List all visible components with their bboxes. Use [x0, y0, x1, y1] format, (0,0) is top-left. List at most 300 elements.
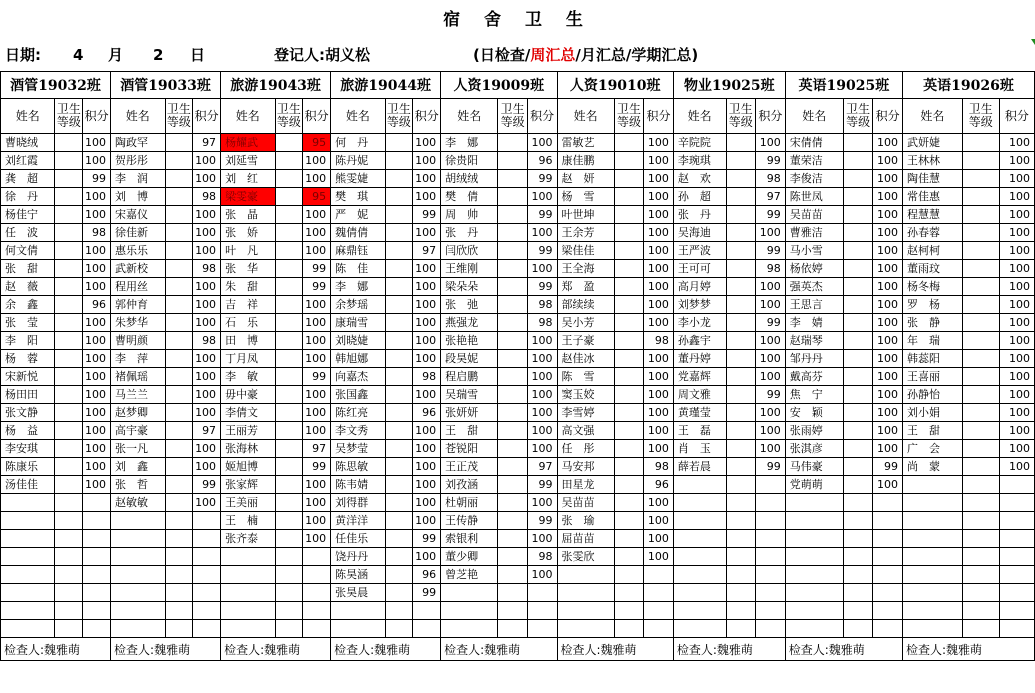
student-name-cell[interactable]: 张 丹 [441, 224, 498, 242]
student-name-cell[interactable]: 陈昊涵 [331, 566, 385, 584]
student-name-cell[interactable]: 张家辉 [221, 476, 275, 494]
grade-cell[interactable] [962, 584, 999, 602]
grade-cell[interactable] [843, 260, 873, 278]
score-cell[interactable] [756, 548, 786, 566]
grade-cell[interactable] [962, 368, 999, 386]
grade-cell[interactable] [385, 620, 413, 638]
student-name-cell[interactable]: 魏倩倩 [331, 224, 385, 242]
score-cell[interactable]: 98 [527, 548, 557, 566]
student-name-cell[interactable]: 徐 丹 [1, 188, 55, 206]
grade-cell[interactable] [843, 206, 873, 224]
grade-cell[interactable] [962, 494, 999, 512]
student-name-cell[interactable]: 部续续 [557, 296, 614, 314]
checker-cell[interactable]: 检查人:魏雅萌 [221, 638, 331, 661]
student-name-cell[interactable]: 田 博 [221, 332, 275, 350]
student-name-cell[interactable]: 王余芳 [557, 224, 614, 242]
student-name-cell[interactable] [557, 620, 614, 638]
name-column-header[interactable]: 姓名 [1, 99, 55, 134]
score-cell[interactable]: 100 [999, 440, 1034, 458]
score-cell[interactable] [193, 620, 221, 638]
student-name-cell[interactable]: 党萌萌 [785, 476, 843, 494]
checker-cell[interactable]: 检查人:魏雅萌 [673, 638, 785, 661]
score-cell[interactable]: 99 [873, 458, 903, 476]
grade-cell[interactable] [843, 458, 873, 476]
student-name-cell[interactable] [673, 602, 726, 620]
score-cell[interactable] [999, 584, 1034, 602]
student-name-cell[interactable] [785, 494, 843, 512]
score-cell[interactable]: 100 [303, 206, 331, 224]
grade-cell[interactable] [962, 350, 999, 368]
student-name-cell[interactable]: 李倩文 [221, 404, 275, 422]
score-cell[interactable]: 100 [303, 296, 331, 314]
grade-cell[interactable] [498, 494, 528, 512]
score-cell[interactable]: 100 [756, 440, 786, 458]
student-name-cell[interactable]: 李小龙 [673, 314, 726, 332]
student-name-cell[interactable] [111, 548, 165, 566]
score-cell[interactable]: 100 [873, 260, 903, 278]
grade-cell[interactable] [726, 260, 756, 278]
score-cell[interactable] [999, 620, 1034, 638]
grade-cell[interactable] [962, 566, 999, 584]
grade-cell[interactable] [614, 350, 644, 368]
grade-column-header[interactable]: 卫生 等级 [498, 99, 528, 134]
student-name-cell[interactable]: 陶政罕 [111, 134, 165, 152]
grade-cell[interactable] [385, 440, 413, 458]
student-name-cell[interactable]: 李琬琪 [673, 152, 726, 170]
score-cell[interactable]: 100 [644, 530, 674, 548]
grade-cell[interactable] [498, 422, 528, 440]
score-cell[interactable]: 100 [873, 386, 903, 404]
grade-column-header[interactable]: 卫生 等级 [55, 99, 83, 134]
student-name-cell[interactable]: 常佳惠 [903, 188, 963, 206]
score-cell[interactable] [756, 584, 786, 602]
score-cell[interactable]: 100 [873, 404, 903, 422]
grade-cell[interactable] [385, 242, 413, 260]
student-name-cell[interactable]: 广 会 [903, 440, 963, 458]
score-cell[interactable]: 98 [527, 296, 557, 314]
student-name-cell[interactable] [1, 530, 55, 548]
score-cell[interactable] [999, 530, 1034, 548]
student-name-cell[interactable]: 张 华 [221, 260, 275, 278]
student-name-cell[interactable]: 孙春蓉 [903, 224, 963, 242]
grade-cell[interactable] [498, 260, 528, 278]
student-name-cell[interactable]: 赵瑞琴 [785, 332, 843, 350]
grade-cell[interactable] [614, 170, 644, 188]
student-name-cell[interactable]: 陈世凤 [785, 188, 843, 206]
score-cell[interactable]: 100 [873, 476, 903, 494]
grade-cell[interactable] [55, 350, 83, 368]
score-cell[interactable]: 100 [303, 350, 331, 368]
student-name-cell[interactable] [111, 566, 165, 584]
score-cell[interactable] [999, 494, 1034, 512]
student-name-cell[interactable]: 龚 超 [1, 170, 55, 188]
checker-cell[interactable]: 检查人:魏雅萌 [331, 638, 441, 661]
grade-cell[interactable] [843, 476, 873, 494]
grade-cell[interactable] [385, 134, 413, 152]
student-name-cell[interactable] [1, 548, 55, 566]
student-name-cell[interactable]: 董少卿 [441, 548, 498, 566]
grade-cell[interactable] [385, 278, 413, 296]
score-cell[interactable]: 100 [193, 170, 221, 188]
student-name-cell[interactable]: 索银利 [441, 530, 498, 548]
grade-cell[interactable] [614, 548, 644, 566]
grade-cell[interactable] [614, 512, 644, 530]
grade-cell[interactable] [962, 314, 999, 332]
score-cell[interactable]: 100 [999, 404, 1034, 422]
student-name-cell[interactable]: 张 甜 [1, 260, 55, 278]
grade-cell[interactable] [962, 152, 999, 170]
grade-cell[interactable] [962, 224, 999, 242]
score-cell[interactable]: 98 [193, 260, 221, 278]
score-cell[interactable]: 100 [83, 188, 111, 206]
student-name-cell[interactable] [785, 602, 843, 620]
student-name-cell[interactable] [111, 620, 165, 638]
grade-cell[interactable] [726, 530, 756, 548]
score-cell[interactable] [303, 566, 331, 584]
grade-cell[interactable] [962, 512, 999, 530]
grade-cell[interactable] [962, 134, 999, 152]
score-cell[interactable]: 96 [83, 296, 111, 314]
grade-cell[interactable] [843, 494, 873, 512]
grade-cell[interactable] [498, 368, 528, 386]
grade-cell[interactable] [385, 314, 413, 332]
score-cell[interactable]: 96 [413, 566, 441, 584]
student-name-cell[interactable]: 李 娜 [331, 278, 385, 296]
student-name-cell[interactable]: 刘得群 [331, 494, 385, 512]
student-name-cell[interactable] [331, 602, 385, 620]
grade-cell[interactable] [614, 584, 644, 602]
score-cell[interactable] [83, 584, 111, 602]
student-name-cell[interactable]: 马兰兰 [111, 386, 165, 404]
student-name-cell[interactable]: 张 晶 [221, 206, 275, 224]
grade-cell[interactable] [843, 584, 873, 602]
student-name-cell[interactable]: 王 磊 [673, 422, 726, 440]
student-name-cell[interactable]: 吴瑞雪 [441, 386, 498, 404]
student-name-cell[interactable] [441, 584, 498, 602]
student-name-cell[interactable]: 姬旭博 [221, 458, 275, 476]
score-cell[interactable]: 100 [413, 278, 441, 296]
grade-cell[interactable] [165, 224, 193, 242]
score-cell[interactable] [413, 602, 441, 620]
score-cell[interactable]: 97 [303, 440, 331, 458]
student-name-cell[interactable]: 邹丹丹 [785, 350, 843, 368]
score-cell[interactable]: 100 [527, 404, 557, 422]
score-cell[interactable]: 98 [193, 332, 221, 350]
student-name-cell[interactable]: 马伟豪 [785, 458, 843, 476]
grade-cell[interactable] [165, 314, 193, 332]
grade-cell[interactable] [726, 170, 756, 188]
grade-cell[interactable] [55, 566, 83, 584]
score-cell[interactable]: 100 [193, 440, 221, 458]
score-cell[interactable]: 98 [756, 260, 786, 278]
grade-cell[interactable] [843, 404, 873, 422]
score-cell[interactable]: 100 [999, 260, 1034, 278]
score-cell[interactable]: 99 [413, 206, 441, 224]
student-name-cell[interactable]: 程慧慧 [903, 206, 963, 224]
student-name-cell[interactable]: 杨冬梅 [903, 278, 963, 296]
score-cell[interactable]: 100 [413, 170, 441, 188]
score-cell[interactable] [193, 584, 221, 602]
score-cell[interactable]: 100 [83, 422, 111, 440]
grade-cell[interactable] [498, 458, 528, 476]
score-cell[interactable] [756, 512, 786, 530]
score-cell[interactable]: 100 [527, 494, 557, 512]
name-column-header[interactable]: 姓名 [331, 99, 385, 134]
student-name-cell[interactable]: 王思言 [785, 296, 843, 314]
score-cell[interactable] [873, 494, 903, 512]
student-name-cell[interactable]: 张昊晨 [331, 584, 385, 602]
score-cell[interactable]: 100 [413, 152, 441, 170]
score-cell[interactable] [193, 530, 221, 548]
student-name-cell[interactable] [903, 530, 963, 548]
grade-cell[interactable] [726, 404, 756, 422]
student-name-cell[interactable]: 叶 凡 [221, 242, 275, 260]
score-cell[interactable]: 100 [999, 458, 1034, 476]
grade-cell[interactable] [55, 206, 83, 224]
student-name-cell[interactable]: 陈韦婧 [331, 476, 385, 494]
score-cell[interactable]: 100 [756, 224, 786, 242]
score-cell[interactable] [83, 548, 111, 566]
score-cell[interactable]: 99 [303, 278, 331, 296]
score-cell[interactable]: 100 [527, 566, 557, 584]
score-cell[interactable]: 100 [303, 476, 331, 494]
score-cell[interactable]: 100 [873, 278, 903, 296]
score-cell[interactable] [193, 548, 221, 566]
grade-cell[interactable] [165, 494, 193, 512]
grade-cell[interactable] [385, 512, 413, 530]
student-name-cell[interactable] [785, 548, 843, 566]
student-name-cell[interactable]: 梁朵朵 [441, 278, 498, 296]
grade-cell[interactable] [498, 584, 528, 602]
student-name-cell[interactable]: 张艳艳 [441, 332, 498, 350]
score-cell[interactable]: 100 [303, 170, 331, 188]
score-cell[interactable]: 99 [413, 530, 441, 548]
score-cell[interactable]: 97 [756, 188, 786, 206]
score-cell[interactable]: 100 [644, 152, 674, 170]
student-name-cell[interactable]: 王子豪 [557, 332, 614, 350]
grade-cell[interactable] [962, 530, 999, 548]
grade-cell[interactable] [962, 458, 999, 476]
student-name-cell[interactable]: 孙鑫宇 [673, 332, 726, 350]
grade-cell[interactable] [726, 458, 756, 476]
grade-cell[interactable] [165, 422, 193, 440]
student-name-cell[interactable]: 张 弛 [441, 296, 498, 314]
grade-cell[interactable] [275, 476, 303, 494]
student-name-cell[interactable]: 马安邦 [557, 458, 614, 476]
score-cell[interactable] [756, 602, 786, 620]
grade-cell[interactable] [726, 350, 756, 368]
grade-cell[interactable] [498, 296, 528, 314]
score-cell[interactable]: 100 [193, 368, 221, 386]
grade-cell[interactable] [275, 134, 303, 152]
grade-cell[interactable] [498, 134, 528, 152]
student-name-cell[interactable]: 张 瑜 [557, 512, 614, 530]
student-name-cell[interactable]: 吉 祥 [221, 296, 275, 314]
checker-cell[interactable]: 检查人:魏雅萌 [785, 638, 902, 661]
grade-cell[interactable] [726, 548, 756, 566]
grade-cell[interactable] [614, 152, 644, 170]
student-name-cell[interactable]: 杨 蓉 [1, 350, 55, 368]
score-cell[interactable]: 100 [303, 386, 331, 404]
score-cell[interactable]: 100 [873, 314, 903, 332]
score-cell[interactable] [873, 512, 903, 530]
grade-cell[interactable] [614, 368, 644, 386]
student-name-cell[interactable]: 周 帅 [441, 206, 498, 224]
student-name-cell[interactable] [673, 512, 726, 530]
score-cell[interactable]: 98 [83, 224, 111, 242]
student-name-cell[interactable] [221, 620, 275, 638]
grade-cell[interactable] [385, 296, 413, 314]
score-cell[interactable]: 98 [644, 458, 674, 476]
grade-cell[interactable] [962, 296, 999, 314]
score-cell[interactable]: 100 [756, 368, 786, 386]
student-name-cell[interactable]: 宋倩倩 [785, 134, 843, 152]
student-name-cell[interactable]: 张雯欣 [557, 548, 614, 566]
grade-cell[interactable] [498, 620, 528, 638]
score-cell[interactable]: 100 [193, 458, 221, 476]
score-cell[interactable] [873, 602, 903, 620]
score-cell[interactable]: 100 [644, 548, 674, 566]
score-cell[interactable]: 96 [644, 476, 674, 494]
student-name-cell[interactable] [1, 566, 55, 584]
score-cell[interactable]: 100 [193, 404, 221, 422]
grade-cell[interactable] [843, 332, 873, 350]
score-cell[interactable]: 100 [83, 350, 111, 368]
score-cell[interactable] [756, 494, 786, 512]
score-cell[interactable] [756, 476, 786, 494]
score-cell[interactable]: 100 [756, 404, 786, 422]
grade-cell[interactable] [275, 620, 303, 638]
student-name-cell[interactable]: 赵梦卿 [111, 404, 165, 422]
score-cell[interactable]: 96 [527, 152, 557, 170]
name-column-header[interactable]: 姓名 [785, 99, 843, 134]
grade-cell[interactable] [275, 350, 303, 368]
student-name-cell[interactable]: 麻鼎钰 [331, 242, 385, 260]
score-cell[interactable] [527, 602, 557, 620]
score-cell[interactable]: 100 [83, 134, 111, 152]
score-cell[interactable]: 99 [527, 242, 557, 260]
student-name-cell[interactable]: 张海林 [221, 440, 275, 458]
student-name-cell[interactable] [111, 584, 165, 602]
student-name-cell[interactable]: 褚佩瑶 [111, 368, 165, 386]
grade-cell[interactable] [962, 548, 999, 566]
grade-cell[interactable] [275, 548, 303, 566]
student-name-cell[interactable]: 梁佳佳 [557, 242, 614, 260]
grade-cell[interactable] [165, 548, 193, 566]
score-cell[interactable]: 100 [873, 206, 903, 224]
grade-cell[interactable] [726, 620, 756, 638]
student-name-cell[interactable] [673, 566, 726, 584]
student-name-cell[interactable] [1, 512, 55, 530]
score-cell[interactable]: 100 [527, 260, 557, 278]
grade-cell[interactable] [498, 386, 528, 404]
student-name-cell[interactable] [221, 566, 275, 584]
score-cell[interactable]: 100 [756, 332, 786, 350]
grade-column-header[interactable]: 卫生 等级 [726, 99, 756, 134]
score-cell[interactable]: 100 [413, 548, 441, 566]
student-name-cell[interactable]: 朱梦华 [111, 314, 165, 332]
grade-cell[interactable] [275, 278, 303, 296]
score-cell[interactable]: 100 [83, 386, 111, 404]
score-cell[interactable]: 100 [873, 242, 903, 260]
student-name-cell[interactable]: 何 丹 [331, 134, 385, 152]
grade-cell[interactable] [165, 584, 193, 602]
student-name-cell[interactable]: 杨田田 [1, 386, 55, 404]
student-name-cell[interactable]: 刘 鑫 [111, 458, 165, 476]
student-name-cell[interactable]: 李 润 [111, 170, 165, 188]
student-name-cell[interactable] [673, 620, 726, 638]
score-cell[interactable] [756, 566, 786, 584]
class-name-cell[interactable]: 人资19009班 [441, 72, 557, 99]
score-cell[interactable]: 100 [873, 134, 903, 152]
student-name-cell[interactable]: 贺彤彤 [111, 152, 165, 170]
student-name-cell[interactable]: 李 敏 [221, 368, 275, 386]
student-name-cell[interactable]: 王林林 [903, 152, 963, 170]
student-name-cell[interactable]: 胡绒绒 [441, 170, 498, 188]
grade-cell[interactable] [275, 188, 303, 206]
name-column-header[interactable]: 姓名 [441, 99, 498, 134]
student-name-cell[interactable]: 宋嘉仪 [111, 206, 165, 224]
student-name-cell[interactable]: 康佳鹏 [557, 152, 614, 170]
grade-cell[interactable] [726, 368, 756, 386]
score-cell[interactable]: 100 [303, 242, 331, 260]
student-name-cell[interactable]: 王正茂 [441, 458, 498, 476]
grade-cell[interactable] [726, 206, 756, 224]
score-cell[interactable]: 100 [873, 152, 903, 170]
score-cell[interactable]: 99 [303, 368, 331, 386]
student-name-cell[interactable] [331, 620, 385, 638]
student-name-cell[interactable]: 周文雅 [673, 386, 726, 404]
student-name-cell[interactable]: 张 丹 [673, 206, 726, 224]
score-cell[interactable] [756, 530, 786, 548]
grade-cell[interactable] [55, 152, 83, 170]
student-name-cell[interactable]: 徐佳新 [111, 224, 165, 242]
grade-cell[interactable] [385, 206, 413, 224]
grade-cell[interactable] [55, 296, 83, 314]
student-name-cell[interactable]: 张国鑫 [331, 386, 385, 404]
score-cell[interactable]: 100 [644, 134, 674, 152]
grade-cell[interactable] [614, 494, 644, 512]
score-cell[interactable]: 100 [83, 368, 111, 386]
grade-cell[interactable] [962, 332, 999, 350]
score-cell[interactable] [873, 566, 903, 584]
score-cell[interactable]: 100 [527, 134, 557, 152]
score-cell[interactable] [303, 548, 331, 566]
grade-cell[interactable] [275, 512, 303, 530]
score-cell[interactable]: 99 [756, 152, 786, 170]
grade-cell[interactable] [55, 314, 83, 332]
grade-cell[interactable] [275, 584, 303, 602]
grade-column-header[interactable]: 卫生 等级 [275, 99, 303, 134]
grade-cell[interactable] [614, 530, 644, 548]
score-cell[interactable]: 100 [83, 440, 111, 458]
class-name-cell[interactable]: 旅游19044班 [331, 72, 441, 99]
class-name-cell[interactable]: 人资19010班 [557, 72, 673, 99]
grade-cell[interactable] [843, 170, 873, 188]
student-name-cell[interactable]: 宋新悦 [1, 368, 55, 386]
student-name-cell[interactable]: 刘孜涵 [441, 476, 498, 494]
score-cell[interactable]: 98 [756, 170, 786, 188]
student-name-cell[interactable] [673, 584, 726, 602]
student-name-cell[interactable]: 吴梦莹 [331, 440, 385, 458]
score-cell[interactable]: 97 [193, 422, 221, 440]
grade-cell[interactable] [498, 152, 528, 170]
score-cell[interactable]: 100 [999, 368, 1034, 386]
student-name-cell[interactable]: 李安琪 [1, 440, 55, 458]
student-name-cell[interactable]: 曾芝艳 [441, 566, 498, 584]
score-cell[interactable]: 100 [999, 170, 1034, 188]
grade-cell[interactable] [498, 548, 528, 566]
